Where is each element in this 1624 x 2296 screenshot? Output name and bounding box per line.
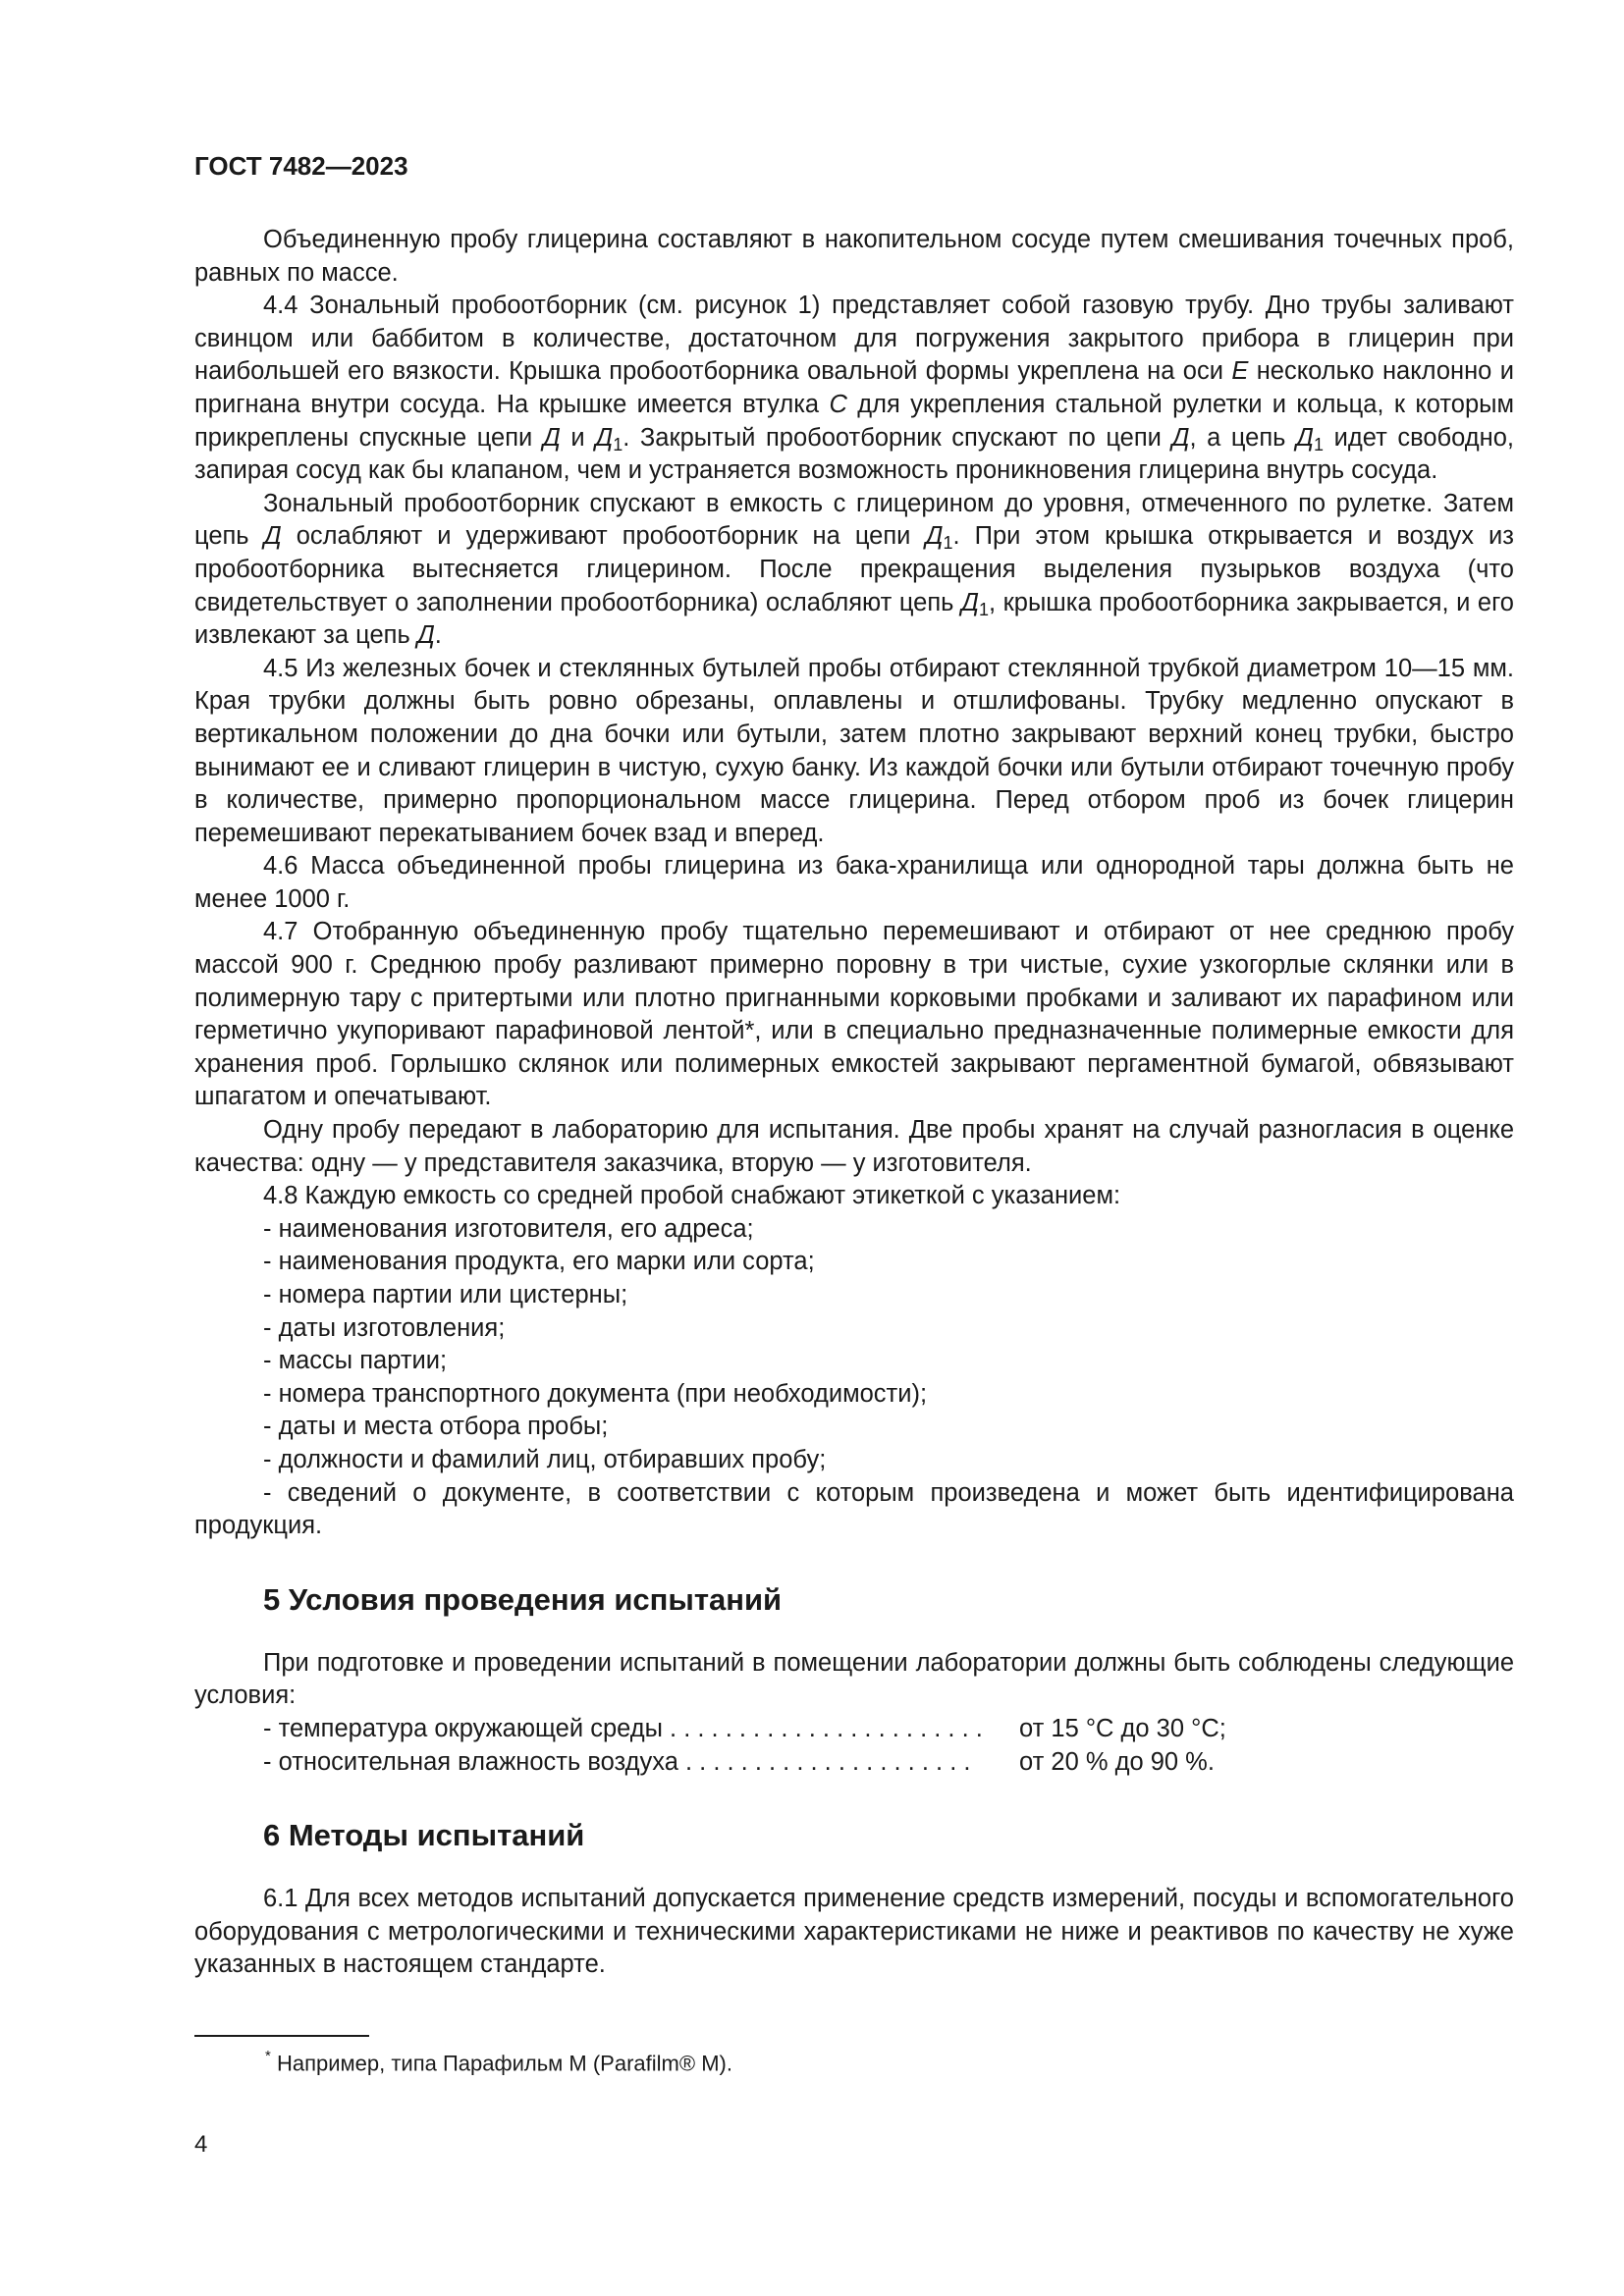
page-number: 4	[194, 2131, 208, 2158]
section-6-heading: 6 Методы испытаний	[263, 1818, 585, 1853]
footnote-mark: *	[265, 2048, 271, 2064]
list-item: - номера транспортного документа (при необходимости);	[263, 1379, 928, 1408]
section-5-heading: 5 Условия проведения испытаний	[263, 1581, 783, 1617]
footnote	[265, 2045, 732, 2077]
list-item: - номера партии или цистерны;	[263, 1281, 628, 1308]
condition-label: - относительная влажность воздуха . . . . . . . . . . . . . . . . . . . . .	[263, 1747, 971, 1776]
list-item: - наименования изготовителя, его адреса;	[263, 1214, 754, 1243]
list-item: - даты изготовления;	[263, 1313, 506, 1342]
footnote-separator	[194, 2035, 369, 2037]
paragraph-4-4: 4.4 Зональный пробоотборник (см. рисунок 1) представляет собой газовую трубу. Дно трубы заливают свинцом или баббитом в количестве, достаточном для погружения закрытого прибора в глицерин при наибольшей его вязкости. Крышка пробоотборника овальной формы укреплена на оси Е несколько наклонно и пригнана внутри сосуда. На крышке имеется втулка С для укрепления стальной рулетки и кольца, к которым прикреплены спускные цепи Д и Д1. Закрытый пробоотборник спускают по цепи Д, а цепь Д1 идет свободно, запирая сосуд как бы клапаном, чем и устраняется возможность проникновения глицерина внутрь сосуда.	[194, 292, 1515, 485]
list-item: - массы партии;	[263, 1347, 448, 1375]
condition-value: от 20 % до 90 %.	[1019, 1747, 1215, 1776]
paragraph-4-6: 4.6 Масса объединенной пробы глицерина из бака-хранилища или однородной тары должна быть не менее 1000 г.	[194, 852, 1514, 913]
paragraph: Зональный пробоотборник спускают в емкость с глицерином до уровня, отмеченного по рулетке. Затем цепь Д ослабляют и удерживают пробоотборник на цепи Д1. При этом крышка открывается и воздух из пробоотборника вытесняется глицерином. После прекращения выделения пузырьков воздуха (что свидетельствует о заполнении пробоотборника) ослабляют цепь Д1, крышка пробоотборника закрывается, и его извлекают за цепь Д.	[194, 489, 1514, 650]
list-item: - должности и фамилий лиц, отбиравших пробу;	[263, 1445, 827, 1473]
list-item: - даты и места отбора пробы;	[263, 1413, 609, 1441]
paragraph: Одну пробу передают в лабораторию для испытания. Две пробы хранят на случай разногласия в оценке качества: одну — у представителя заказчика, вторую — у изготовителя.	[194, 1116, 1514, 1177]
condition-value: от 15 °С до 30 °С;	[1019, 1714, 1226, 1742]
document-header: ГОСТ 7482—2023	[194, 151, 408, 181]
condition-label: - температура окружающей среды . . . . . . . . . . . . . . . . . . . . . . .	[263, 1714, 983, 1742]
paragraph-4-5: 4.5 Из железных бочек и стеклянных бутылей пробы отбирают стеклянной трубкой диаметром 10—15 мм. Края трубки должны быть ровно обрезаны, оплавлены и отшлифованы. Трубку медленно опускают в вертикальном положении до дна бочки или бутыли, затем плотно закрывают верхний конец трубки, быстро вынимают ее и сливают глицерин в чистую, сухую банку. Из каждой бочки или бутыли отбирают точечную пробу в количестве, примерно пропорциональном массе глицерина. Перед отбором проб из бочек глицерин перемешивают перекатыванием бочек взад и вперед.	[194, 654, 1514, 847]
condition-row	[194, 1746, 1514, 1780]
paragraph-4-7: 4.7 Отобранную объединенную пробу тщательно перемешивают и отбирают от нее среднюю пробу массой 900 г. Среднюю пробу разливают примерно поровну в три чистые, сухие узкогорлые склянки или в полимерную тару с притертыми или плотно пригнанными корковыми пробками и заливают их парафином или герметично укупоривают парафиновой лентой*, или в специально предназначенные полимерные емкости для хранения проб. Горлышко склянок или полимерных емкостей закрывают пергаментной бумагой, обвязывают шпагатом и опечатывают.	[194, 918, 1514, 1111]
paragraph-6-1: 6.1 Для всех методов испытаний допускается применение средств измерений, посуды и вспомогательного оборудования с метрологическими и техническими характеристиками не ниже и реактивов по качеству не хуже указанных в настоящем стандарте.	[194, 1885, 1514, 1979]
condition-row	[194, 1713, 1514, 1746]
list-item: - сведений о документе, в соответствии с которым произведена и может быть идентифицирована продукция.	[194, 1478, 1514, 1540]
paragraph-4-8: 4.8 Каждую емкость со средней пробой снабжают этикеткой с указанием:	[263, 1182, 1121, 1210]
section-5-intro: При подготовке и проведении испытаний в помещении лаборатории должны быть соблюдены следующие условия:	[194, 1648, 1514, 1710]
document-body	[194, 224, 1514, 1982]
footnote-text: Например, типа Парафильм М (Parafilm® M).	[276, 2051, 732, 2076]
paragraph: Объединенную пробу глицерина составляют в накопительном сосуде путем смешивания точечных проб, равных по массе.	[194, 226, 1514, 287]
list-item: - наименования продукта, его марки или сорта;	[263, 1248, 815, 1276]
